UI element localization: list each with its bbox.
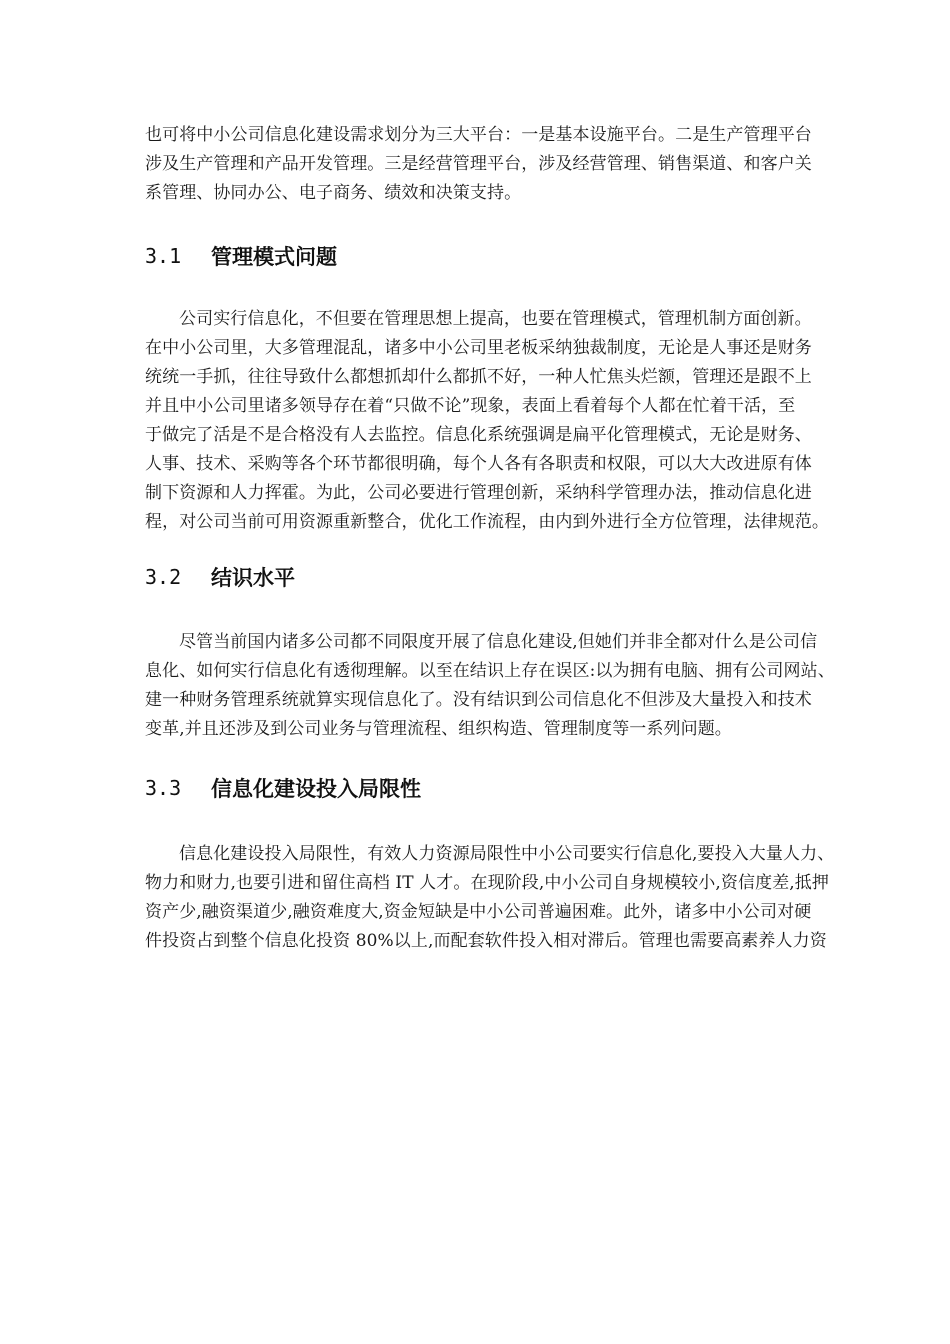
section-number: 3.2 bbox=[145, 565, 182, 589]
document-body bbox=[145, 121, 835, 956]
paragraph-line: 变革,并且还涉及到公司业务与管理流程、组织构造、管理制度等一系列问题。 bbox=[145, 719, 732, 739]
section-title: 信息化建设投入局限性 bbox=[211, 777, 421, 801]
section-heading-3-1 bbox=[145, 241, 807, 271]
paragraph-line: 涉及生产管理和产品开发管理。三是经营管理平台，涉及经营管理、销售渠道、和客户关 bbox=[145, 154, 812, 174]
intro-paragraph bbox=[145, 121, 812, 208]
section-title: 结识水平 bbox=[211, 566, 295, 590]
paragraph-line: 资产少,融资渠道少,融资难度大,资金短缺是中小公司普遍困难。此外，诸多中小公司对硬 bbox=[145, 902, 812, 922]
paragraph-line: 在中小公司里，大多管理混乱，诸多中小公司里老板采纳独裁制度，无论是人事还是财务 bbox=[145, 338, 812, 358]
section-number: 3.1 bbox=[145, 244, 182, 268]
paragraph-line: 公司实行信息化，不但要在管理思想上提高，也要在管理模式，管理机制方面创新。 bbox=[179, 309, 812, 329]
paragraph-line: 息化、如何实行信息化有透彻理解。以至在结识上存在误区:以为拥有电脑、拥有公司网站、 bbox=[145, 661, 835, 681]
section-number: 3.3 bbox=[145, 776, 182, 800]
paragraph-line: 尽管当前国内诸多公司都不同限度开展了信息化建设,但她们并非全都对什么是公司信 bbox=[179, 632, 818, 652]
paragraph-line: 人事、技术、采购等各个环节都很明确，每个人各有各职责和权限，可以大大改进原有体 bbox=[145, 454, 812, 474]
paragraph-line: 制下资源和人力挥霍。为此，公司必要进行管理创新，采纳科学管理办法，推动信息化进 bbox=[145, 483, 812, 503]
section-heading-3-3 bbox=[145, 773, 807, 803]
paragraph-line: 也可将中小公司信息化建设需求划分为三大平台：一是基本设施平台。二是生产管理平台 bbox=[145, 125, 812, 145]
paragraph-line: 系管理、协同办公、电子商务、绩效和决策支持。 bbox=[145, 183, 522, 203]
section-title: 管理模式问题 bbox=[211, 245, 337, 269]
paragraph-line: 并且中小公司里诸多领导存在着“只做不论”现象，表面上看着每个人都在忙着干活，至 bbox=[145, 396, 796, 416]
paragraph-line: 建一种财务管理系统就算实现信息化了。没有结识到公司信息化不但涉及大量投入和技术 bbox=[145, 690, 812, 710]
paragraph-line: 统统一手抓，往往导致什么都想抓却什么都抓不好，一种人忙焦头烂额，管理还是跟不上 bbox=[145, 367, 812, 387]
section-paragraph-3-2 bbox=[145, 628, 835, 744]
paragraph-line: 信息化建设投入局限性，有效人力资源局限性中小公司要实行信息化,要投入大量人力、 bbox=[179, 844, 835, 864]
section-paragraph-3-1 bbox=[145, 305, 829, 537]
paragraph-line: 于做完了活是不是合格没有人去监控。信息化系统强调是扁平化管理模式，无论是财务、 bbox=[145, 425, 812, 445]
section-paragraph-3-3 bbox=[145, 840, 835, 956]
paragraph-line: 物力和财力,也要引进和留住高档 IT 人才。在现阶段,中小公司自身规模较小,资信度差,抵押 bbox=[145, 873, 829, 893]
paragraph-line: 程，对公司当前可用资源重新整合，优化工作流程，由内到外进行全方位管理，法律规范。 bbox=[145, 512, 829, 532]
section-heading-3-2 bbox=[145, 562, 807, 592]
paragraph-line: 件投资占到整个信息化投资 80%以上,而配套软件投入相对滞后。管理也需要高素养人力资 bbox=[145, 931, 827, 951]
